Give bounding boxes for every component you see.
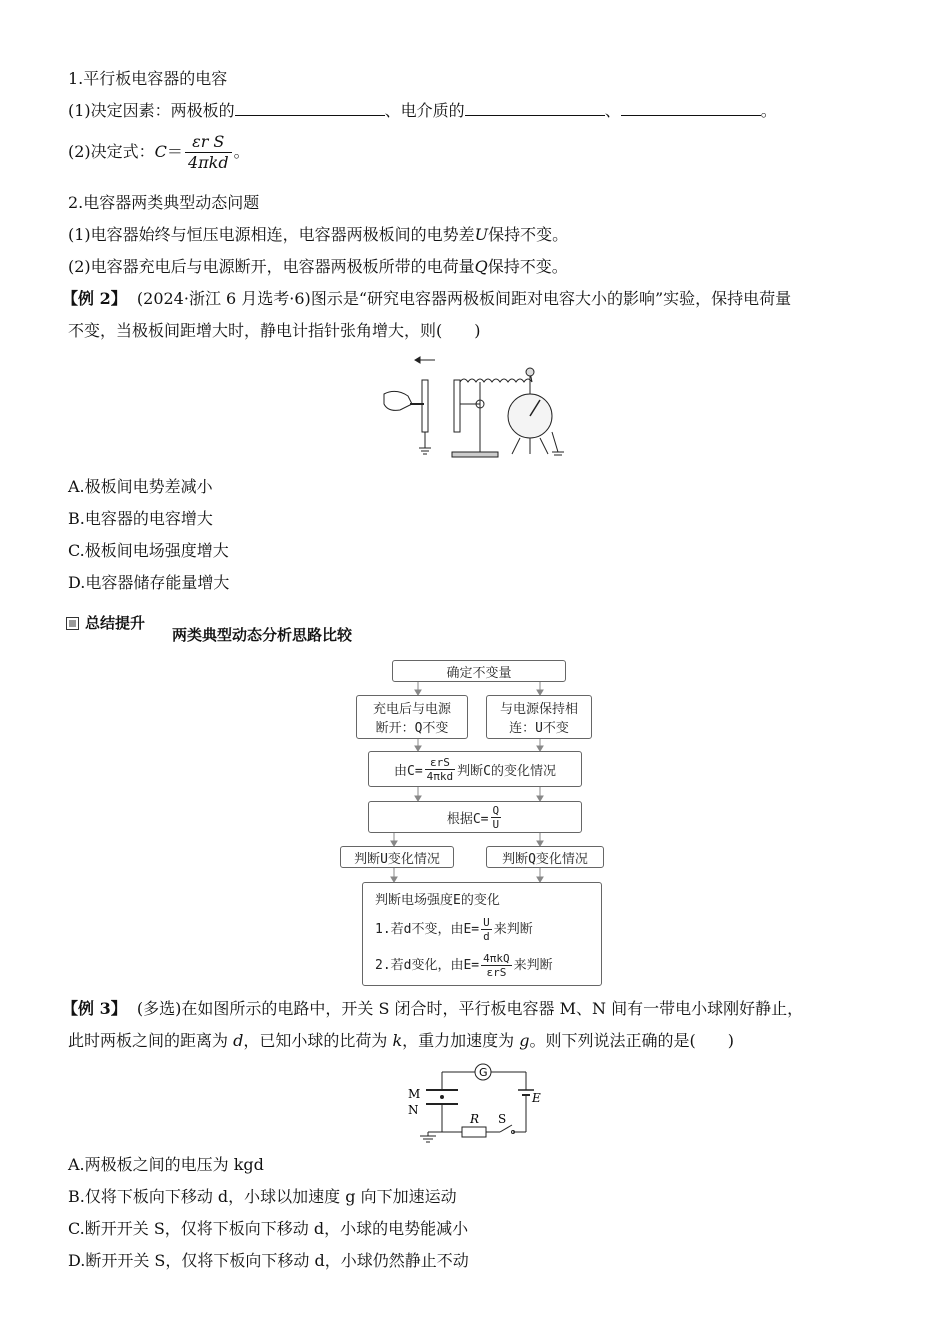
example2-stem-2: 不变，当极板间距增大时，静电计指针张角增大，则( ) — [68, 321, 481, 340]
example3-option-b[interactable]: B.仅将下板向下移动 d，小球以加速度 g 向下加速运动 — [68, 1187, 457, 1206]
flow-right-box: 与电源保持相 连：U不变 — [486, 695, 592, 739]
charged-ball — [441, 1096, 444, 1099]
flow-field-box: 判断电场强度E的变化 1.若d不变，由E= $\frac{U}{d}$ 来判断 2.若d变化，由E= $\frac{\text{4πkQ}}{\text{εrS}}$ 来判断 — [362, 882, 602, 986]
label-n: N — [408, 1103, 419, 1117]
flow-step1-box: 由C= $\frac{\text{εrS}}{\text{4πkd}}$ 判断C的变化情况 — [368, 751, 582, 787]
movable-plate — [422, 380, 428, 432]
blank-2[interactable] — [465, 101, 605, 116]
example2-option-d[interactable]: D.电容器储存能量增大 — [68, 573, 230, 592]
flow-judge-q-box: 判断Q变化情况 — [486, 846, 604, 868]
switch-blade — [500, 1125, 512, 1132]
section2-item2: (2)电容器充电后与电源断开，电容器两极板所带的电荷量Q保持不变。 — [68, 257, 568, 276]
factors-line: (1)决定因素：两极板的 、电介质的 、 。 — [68, 101, 777, 120]
summary-subheading: 两类典型动态分析思路比较 — [172, 626, 353, 644]
label-r: R — [470, 1112, 480, 1126]
formula-line: (2)决定式：C＝ $\frac{\text{εr S}}{\text{4πkd}}$ 。 — [68, 132, 250, 172]
blank-1[interactable] — [235, 101, 385, 116]
label-s: S — [498, 1112, 507, 1126]
flow-left-box: 充电后与电源 断开：Q不变 — [356, 695, 468, 739]
label-m: M — [408, 1087, 421, 1101]
example2-option-b[interactable]: B.电容器的电容增大 — [68, 509, 213, 528]
circuit-figure — [402, 1060, 552, 1146]
coil-wire — [460, 372, 532, 382]
arrow-head — [415, 357, 420, 363]
example3-stem-2: 此时两板之间的距离为 d，已知小球的比荷为 k，重力加速度为 g。则下列说法正确的是( ) — [68, 1031, 735, 1050]
example3-stem-1: 【例 3】 (多选)在如图所示的电路中，开关 S 闭合时，平行板电容器 M、N 间有一带电小球刚好静止， — [62, 999, 804, 1018]
example2-stem-1: 【例 2】 (2024·浙江 6 月选考·6)图示是“研究电容器两极板间距对电容大小的影响”实验，保持电荷量 — [62, 289, 792, 308]
hand — [384, 391, 412, 410]
base — [452, 452, 498, 457]
flow-judge-u-box: 判断U变化情况 — [340, 846, 454, 868]
knob — [526, 368, 534, 376]
example2-label: 【例 2】 — [62, 289, 127, 308]
example3-option-d[interactable]: D.断开开关 S，仅将下板向下移动 d，小球仍然静止不动 — [68, 1251, 469, 1270]
label-e: E — [532, 1091, 541, 1105]
summary-heading: 总结提升 — [66, 612, 145, 633]
example3-label: 【例 3】 — [62, 999, 127, 1018]
example3-option-c[interactable]: C.断开开关 S，仅将下板向下移动 d，小球的电势能减小 — [68, 1219, 469, 1238]
flow-top-box: 确定不变量 — [392, 660, 566, 682]
example3-option-a[interactable]: A.两极板之间的电压为 kgd — [68, 1155, 264, 1174]
label-g: G — [479, 1066, 488, 1079]
example2-option-a[interactable]: A.极板间电势差减小 — [68, 477, 213, 496]
electrometer-figure — [380, 352, 580, 462]
summary-square-icon — [66, 617, 79, 630]
blank-3[interactable] — [621, 101, 761, 116]
section2-item1: (1)电容器始终与恒压电源相连，电容器两极板间的电势差U保持不变。 — [68, 225, 569, 244]
flow-step2-box: 根据C= $\frac{Q}{U}$ — [368, 801, 582, 833]
resistor — [462, 1127, 486, 1137]
fixed-plate — [454, 380, 460, 432]
capacitance-fraction: $\frac{\text{εr S}}{\text{4πkd}}$ — [185, 132, 232, 173]
example2-option-c[interactable]: C.极板间电场强度增大 — [68, 541, 229, 560]
section1-title: 1.平行板电容器的电容 — [68, 69, 228, 88]
section2-title: 2.电容器两类典型动态问题 — [68, 193, 260, 212]
